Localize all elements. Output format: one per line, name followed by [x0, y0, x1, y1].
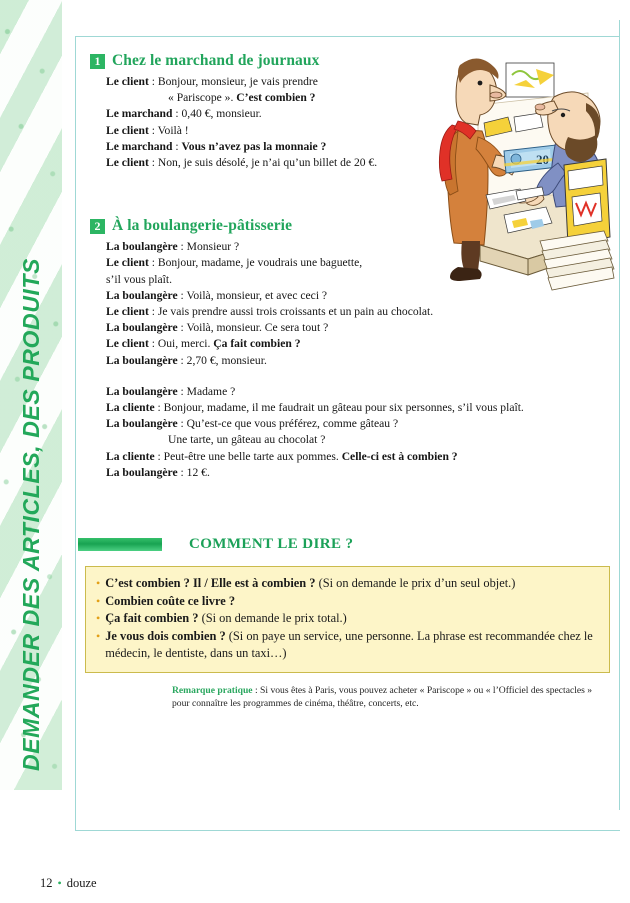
tip-phrase: Je vous dois combien ? [105, 628, 226, 643]
speaker-label: La boulangère [106, 417, 178, 431]
dialogue-line [106, 353, 620, 369]
dialogue-line [106, 123, 620, 139]
line-text-bold: Celle-ci est à combien ? [341, 449, 458, 463]
speaker-sep: : [177, 384, 187, 398]
svg-text:20: 20 [536, 152, 549, 167]
tip-text [105, 575, 515, 593]
line-text: s’il vous plaît. [106, 272, 173, 286]
line-text: « Pariscope ». [168, 91, 237, 105]
bullet-icon: • [96, 593, 101, 608]
line-text: Bonjour, madame, il me faudrait un gâteau pour six personnes, s’il vous plaît. [163, 401, 524, 415]
speaker-label: La boulangère [106, 240, 178, 254]
dialogue-line [106, 139, 620, 155]
expressions-tip-box [85, 566, 610, 673]
line-text: Qu’est-ce que vous préférez, comme gâteau ? [186, 417, 399, 431]
footer-dot-icon: • [57, 876, 62, 890]
unit-sidebar-band [0, 0, 62, 790]
remarque-pratique [172, 684, 597, 711]
speaker-sep: : [148, 123, 158, 137]
speaker-label: La cliente [106, 401, 155, 415]
dialogue-line [106, 304, 620, 320]
speaker-label: Le client [106, 337, 149, 351]
dialogue-section-1 [90, 52, 620, 171]
speaker-label: Le client [106, 123, 149, 137]
dialogue-line [106, 288, 620, 304]
speaker-label: Le client [106, 156, 149, 170]
speaker-sep: : [172, 139, 182, 153]
tip-item [96, 575, 599, 593]
speaker-label: La cliente [106, 449, 155, 463]
speaker-label: Le client [106, 305, 149, 319]
line-text: 0,40 €, monsieur. [181, 107, 262, 121]
section-2-dialogue-part-2 [106, 384, 620, 481]
dialogue-section-2 [90, 217, 620, 481]
dialogue-line [106, 432, 620, 448]
green-rule-bar [78, 538, 162, 551]
line-text: Bonjour, monsieur, je vais prendre [157, 75, 318, 88]
line-text: Une tarte, un gâteau au chocolat ? [168, 433, 326, 447]
page-number-word: douze [66, 876, 97, 890]
line-text: Voilà, monsieur. Ce sera tout ? [186, 321, 329, 335]
line-text: Madame ? [186, 384, 236, 398]
dialogue-line [106, 272, 620, 288]
tip-text [105, 610, 347, 628]
dialogue-line [106, 449, 620, 465]
remarque-label: Remarque pratique [172, 685, 253, 696]
comment-le-dire-heading [78, 536, 578, 553]
tip-item [96, 593, 599, 611]
tip-note: (Si on demande le prix total.) [198, 611, 347, 625]
tip-phrase: Combien coûte ce livre ? [105, 593, 236, 608]
speaker-sep: : [177, 240, 187, 254]
section-2-dialogue-part-1 [106, 239, 620, 369]
section-2-title: À la boulangerie-pâtisserie [112, 217, 293, 235]
tip-text [105, 628, 599, 663]
dialogue-spacer [90, 369, 620, 384]
speaker-label: La boulangère [106, 321, 178, 335]
speaker-sep: : [148, 256, 158, 270]
speaker-sep: : [148, 305, 158, 319]
page-number: 12 [40, 876, 53, 890]
comment-le-dire-label: COMMENT LE DIRE ? [189, 536, 354, 552]
speaker-label: Le marchand [106, 107, 173, 121]
speaker-label: La boulangère [106, 353, 178, 367]
speaker-sep: : [177, 321, 187, 335]
tip-note: (Si on demande le prix d’un seul objet.) [315, 576, 516, 590]
line-text: 2,70 €, monsieur. [186, 353, 267, 367]
speaker-sep: : [177, 417, 187, 431]
dialogue-line [106, 74, 620, 90]
speaker-label: La boulangère [106, 384, 178, 398]
speaker-sep: : [172, 107, 182, 121]
tip-text [105, 593, 235, 611]
speaker-sep: : [177, 288, 187, 302]
dialogue-line [106, 255, 620, 271]
line-text: Monsieur ? [186, 240, 240, 254]
speaker-sep: : [177, 353, 187, 367]
dialogue-line [106, 416, 620, 432]
speaker-label: Le client [106, 75, 149, 88]
line-text: 12 €. [186, 465, 210, 479]
unit-title-text: DEMANDER DES ARTICLES, DES PRODUITS [17, 258, 44, 771]
dialogue-line [106, 106, 620, 122]
dialogue-line [106, 336, 620, 352]
bullet-icon: • [96, 611, 101, 625]
tip-note: (Si on paye un service, une personne. La phrase est recommandée chez le médecin, le dentiste, dans un taxi…) [105, 628, 593, 660]
section-1-dialogue [106, 74, 620, 171]
line-text: Voilà, monsieur, et avec ceci ? [186, 288, 328, 302]
tip-item [96, 610, 599, 628]
section-1-heading [90, 52, 620, 70]
remarque-text: Si vous êtes à Paris, vous pouvez acheter « Pariscope » ou « l’Officiel des spectacles » pour connaître les programmes de cinéma, théâtre, concerts, etc. [172, 685, 593, 710]
line-text: Je vais prendre aussi trois croissants et un pain au chocolat. [157, 305, 434, 319]
tip-phrase: C’est combien ? Il / Elle est à combien ? [105, 576, 316, 590]
bullet-icon: • [96, 576, 101, 590]
speaker-label: La boulangère [106, 288, 178, 302]
lesson-content [90, 52, 620, 481]
speaker-sep: : [148, 156, 158, 170]
section-1-title: Chez le marchand de journaux [112, 52, 320, 69]
dialogue-line [106, 465, 620, 481]
dialogue-line [106, 384, 620, 400]
speaker-label: Le marchand [106, 139, 173, 153]
line-text: Bonjour, madame, je voudrais une baguette, [157, 256, 363, 270]
dialogue-line [106, 90, 620, 106]
line-text: Non, je suis désolé, je n’ai qu’un billet de 20 €. [157, 156, 378, 170]
page-footer [40, 876, 97, 891]
section-1-number-badge: 1 [90, 54, 105, 69]
tip-phrase: Ça fait combien ? [105, 611, 199, 625]
tip-item [96, 628, 599, 663]
speaker-sep: : [148, 337, 158, 351]
section-2-heading [90, 217, 620, 235]
speaker-label: La boulangère [106, 465, 178, 479]
section-2-number-badge: 2 [90, 219, 105, 234]
dialogue-line [106, 400, 620, 416]
speaker-sep: : [148, 75, 158, 88]
dialogue-line [106, 239, 620, 255]
speaker-sep: : [154, 449, 164, 463]
line-text: Peut-être une belle tarte aux pommes. [163, 449, 342, 463]
dialogue-line [106, 155, 620, 171]
speaker-sep: : [177, 465, 187, 479]
remarque-sep: : [252, 685, 261, 696]
line-text-bold: Vous n’avez pas la monnaie ? [181, 139, 327, 153]
dialogue-line [106, 320, 620, 336]
line-text: Oui, merci. [157, 337, 214, 351]
line-text-bold: Ça fait combien ? [213, 337, 301, 351]
speaker-sep: : [154, 401, 164, 415]
bullet-icon: • [96, 628, 101, 643]
line-text: Voilà ! [157, 123, 189, 137]
line-text-bold: C’est combien ? [236, 91, 316, 105]
speaker-label: Le client [106, 256, 149, 270]
